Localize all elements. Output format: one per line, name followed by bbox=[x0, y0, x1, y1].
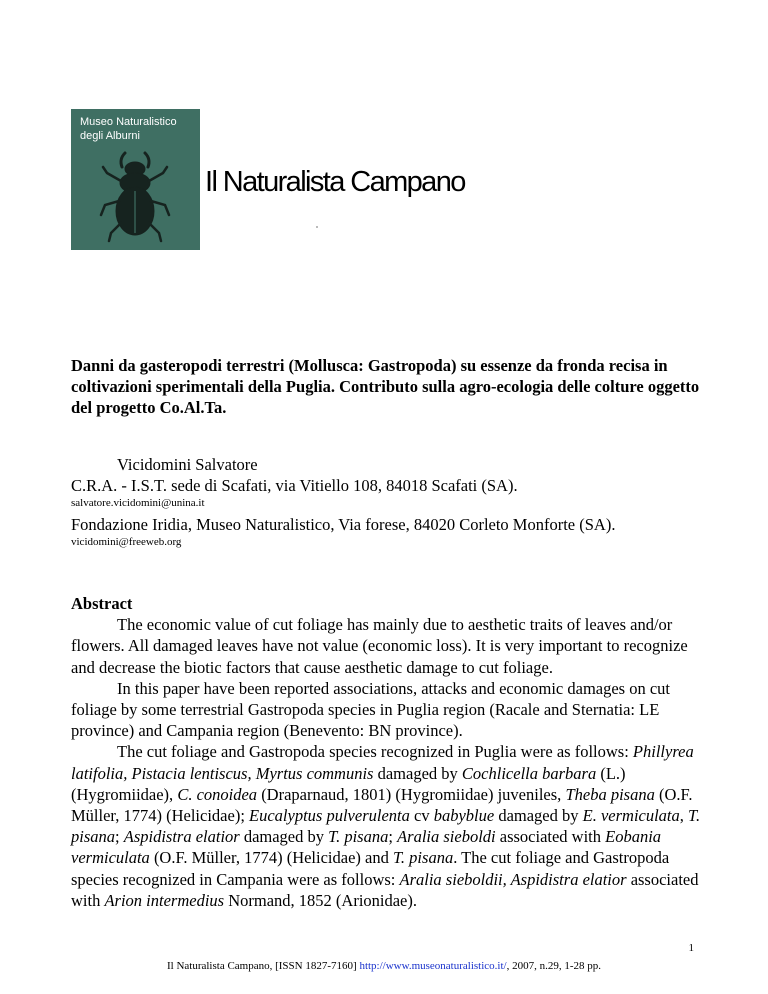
abstract-paragraph-1: The economic value of cut foliage has mainly due to aesthetic traits of leaves and/or flowers. All damaged leaves have not value (economic loss). It is very important to recognize and decrease the biotic factors that cause aesthetic damage to cut foliage. bbox=[71, 615, 688, 677]
footer-suffix: , 2007, n.29, 1-28 pp. bbox=[506, 960, 602, 972]
species-name: T. pisana bbox=[328, 827, 389, 847]
species-name: Aralia sieboldi bbox=[397, 827, 496, 847]
scan-mark bbox=[316, 226, 318, 228]
species-name: Arion intermedius bbox=[104, 890, 225, 910]
species-name: E. vermiculata bbox=[582, 806, 680, 826]
email-1[interactable]: salvatore.vicidomini@unina.it bbox=[71, 497, 205, 509]
affiliation-1: C.R.A. - I.S.T. sede di Scafati, via Vitiello 108, 84018 Scafati (SA). bbox=[71, 476, 518, 495]
abstract-text: . The cut foliage and Gastropoda species recognized in Campania were as follows: bbox=[71, 848, 670, 889]
species-name: Theba pisana bbox=[565, 784, 655, 804]
abstract-text: (L.) (Hygromiidae), bbox=[71, 763, 626, 804]
paper-title: Danni da gasteropodi terrestri (Mollusca: Gastropoda) su essenze da fronda recisa in coltivazioni sperimentali della Puglia. Contributo sulla agro-ecologia delle colture oggetto del progetto Co.Al.Ta. bbox=[71, 356, 700, 417]
author-block bbox=[71, 454, 731, 553]
species-name: T. pisana bbox=[71, 806, 701, 847]
species-name: T. pisana bbox=[392, 848, 454, 868]
abstract-paragraph-3 bbox=[71, 741, 711, 911]
abstract-paragraph-2: In this paper have been reported associations, attacks and economic damages on cut foliage by some terrestrial Gastropoda species in Puglia region (Racale and Sternatia: LE province) and Campania region (Benevento: BN province). bbox=[71, 678, 671, 741]
abstract-text: (Draparnaud, 1801) (Hygromiidae) juveniles, bbox=[257, 784, 566, 804]
abstract-text: The cut foliage and Gastropoda species recognized in Puglia were as follows: bbox=[117, 742, 633, 762]
abstract-text: ; bbox=[115, 827, 124, 847]
species-name: Eobania vermiculata bbox=[71, 827, 662, 868]
abstract-text: damaged by bbox=[373, 763, 462, 783]
affiliation-2: Fondazione Iridia, Museo Naturalistico, Via forese, 84020 Corleto Monforte (SA). bbox=[71, 515, 616, 534]
abstract-text: ; bbox=[388, 827, 398, 847]
species-name: C. conoidea bbox=[177, 784, 258, 804]
species-name: babyblue bbox=[433, 806, 495, 826]
email-2[interactable]: vicidomini@freeweb.org bbox=[71, 536, 182, 548]
page-footer bbox=[0, 960, 768, 972]
logo-line-2: degli Alburni bbox=[80, 130, 140, 142]
abstract-text: (O.F. Müller, 1774) (Helicidae) and bbox=[149, 848, 393, 868]
abstract-text: damaged by bbox=[239, 827, 329, 847]
abstract-text: (O.F. Müller, 1774) (Helicidae); bbox=[71, 784, 693, 826]
footer-link[interactable]: http://www.museonaturalistico.it/ bbox=[359, 960, 507, 972]
species-name: Phillyrea latifolia, Pistacia lentiscus, Myrtus communis bbox=[71, 742, 694, 783]
logo-line-1: Museo Naturalistico bbox=[80, 116, 177, 128]
footer-prefix: Il Naturalista Campano, [ISSN 1827-7160] bbox=[166, 960, 360, 972]
logo-text bbox=[80, 115, 177, 143]
abstract-text: associated with bbox=[495, 827, 606, 847]
author-name: Vicidomini Salvatore bbox=[117, 455, 258, 474]
abstract-text: , bbox=[679, 806, 689, 826]
museum-logo bbox=[71, 109, 200, 250]
abstract-text: Normand, 1852 (Arionidae). bbox=[224, 890, 418, 910]
species-name: Aspidistra elatior bbox=[123, 827, 240, 847]
species-name: Eucalyptus pulverulenta bbox=[249, 806, 410, 826]
abstract-text: associated with bbox=[71, 869, 699, 910]
beetle-icon bbox=[95, 145, 175, 245]
abstract-text: damaged by bbox=[494, 806, 583, 826]
abstract-section bbox=[71, 593, 711, 911]
abstract-text: cv bbox=[409, 806, 434, 826]
species-name: Aralia sieboldii, Aspidistra elatior bbox=[399, 869, 627, 889]
page-number: 1 bbox=[688, 942, 694, 954]
journal-title: Il Naturalista Campano bbox=[205, 166, 465, 198]
abstract-heading: Abstract bbox=[71, 594, 133, 613]
species-name: Cochlicella barbara bbox=[461, 763, 597, 783]
